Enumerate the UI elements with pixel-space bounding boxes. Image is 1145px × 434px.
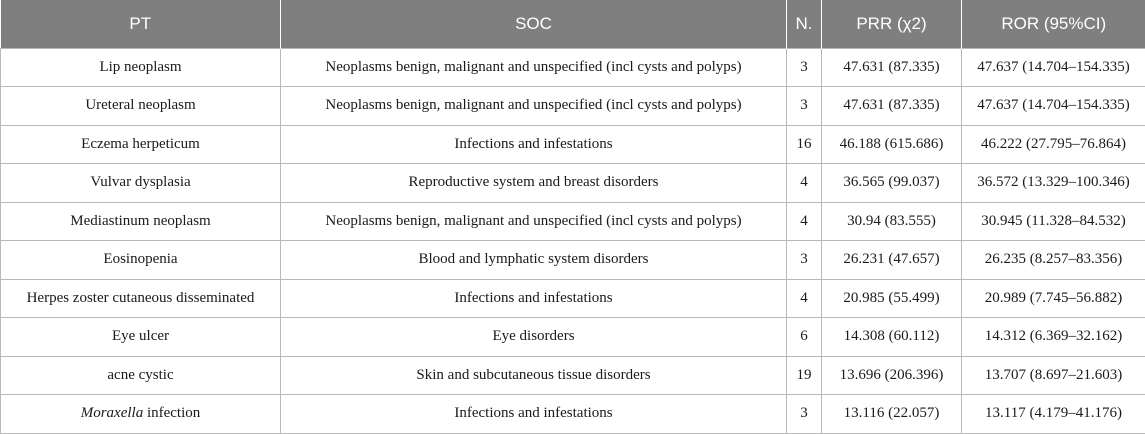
cell-prr: 36.565 (99.037)	[822, 164, 962, 203]
cell-prr: 13.116 (22.057)	[822, 395, 962, 434]
cell-soc: Infections and infestations	[281, 279, 787, 318]
cell-n: 4	[787, 164, 822, 203]
cell-prr: 13.696 (206.396)	[822, 356, 962, 395]
cell-pt: Ureteral neoplasm	[1, 87, 281, 126]
table-header	[1, 0, 1145, 48]
cell-n: 6	[787, 318, 822, 357]
table-row	[1, 241, 1145, 280]
cell-ror: 30.945 (11.328–84.532)	[962, 202, 1145, 241]
cell-ror: 20.989 (7.745–56.882)	[962, 279, 1145, 318]
table-row	[1, 279, 1145, 318]
cell-ror: 47.637 (14.704–154.335)	[962, 48, 1145, 87]
header-row	[1, 0, 1145, 48]
cell-pt: Herpes zoster cutaneous disseminated	[1, 279, 281, 318]
cell-pt: Eye ulcer	[1, 318, 281, 357]
header-ror: ROR (95%CI)	[962, 0, 1145, 48]
cell-prr: 14.308 (60.112)	[822, 318, 962, 357]
cell-ror: 13.117 (4.179–41.176)	[962, 395, 1145, 434]
cell-pt: Mediastinum neoplasm	[1, 202, 281, 241]
table-row	[1, 356, 1145, 395]
cell-n: 16	[787, 125, 822, 164]
cell-pt: Vulvar dysplasia	[1, 164, 281, 203]
cell-pt: Eosinopenia	[1, 241, 281, 280]
cell-ror: 14.312 (6.369–32.162)	[962, 318, 1145, 357]
cell-soc: Eye disorders	[281, 318, 787, 357]
cell-pt: Lip neoplasm	[1, 48, 281, 87]
cell-prr: 26.231 (47.657)	[822, 241, 962, 280]
cell-n: 4	[787, 279, 822, 318]
cell-n: 4	[787, 202, 822, 241]
cell-prr: 46.188 (615.686)	[822, 125, 962, 164]
table-row	[1, 48, 1145, 87]
cell-prr: 30.94 (83.555)	[822, 202, 962, 241]
header-pt: PT	[1, 0, 281, 48]
cell-pt-rest: infection	[143, 405, 200, 421]
cell-soc: Neoplasms benign, malignant and unspecified (incl cysts and polyps)	[281, 87, 787, 126]
cell-soc: Neoplasms benign, malignant and unspecified (incl cysts and polyps)	[281, 48, 787, 87]
table-row	[1, 318, 1145, 357]
cell-ror: 36.572 (13.329–100.346)	[962, 164, 1145, 203]
table-row	[1, 164, 1145, 203]
cell-soc: Skin and subcutaneous tissue disorders	[281, 356, 787, 395]
cell-n: 3	[787, 48, 822, 87]
cell-prr: 47.631 (87.335)	[822, 87, 962, 126]
cell-n: 3	[787, 241, 822, 280]
cell-soc: Reproductive system and breast disorders	[281, 164, 787, 203]
cell-ror: 13.707 (8.697–21.603)	[962, 356, 1145, 395]
table-row	[1, 87, 1145, 126]
cell-prr: 20.985 (55.499)	[822, 279, 962, 318]
table-row	[1, 125, 1145, 164]
header-soc: SOC	[281, 0, 787, 48]
header-prr: PRR (χ2)	[822, 0, 962, 48]
cell-pt-italic: Moraxella	[81, 405, 143, 421]
header-n: N.	[787, 0, 822, 48]
cell-ror: 26.235 (8.257–83.356)	[962, 241, 1145, 280]
cell-pt	[1, 395, 281, 434]
cell-soc: Infections and infestations	[281, 395, 787, 434]
cell-prr: 47.631 (87.335)	[822, 48, 962, 87]
table-body	[1, 48, 1145, 433]
cell-n: 3	[787, 87, 822, 126]
cell-soc: Neoplasms benign, malignant and unspecified (incl cysts and polyps)	[281, 202, 787, 241]
cell-ror: 46.222 (27.795–76.864)	[962, 125, 1145, 164]
cell-n: 3	[787, 395, 822, 434]
cell-n: 19	[787, 356, 822, 395]
table-row	[1, 202, 1145, 241]
cell-pt: acne cystic	[1, 356, 281, 395]
cell-soc: Blood and lymphatic system disorders	[281, 241, 787, 280]
cell-ror: 47.637 (14.704–154.335)	[962, 87, 1145, 126]
cell-pt: Eczema herpeticum	[1, 125, 281, 164]
table-row	[1, 395, 1145, 434]
cell-soc: Infections and infestations	[281, 125, 787, 164]
